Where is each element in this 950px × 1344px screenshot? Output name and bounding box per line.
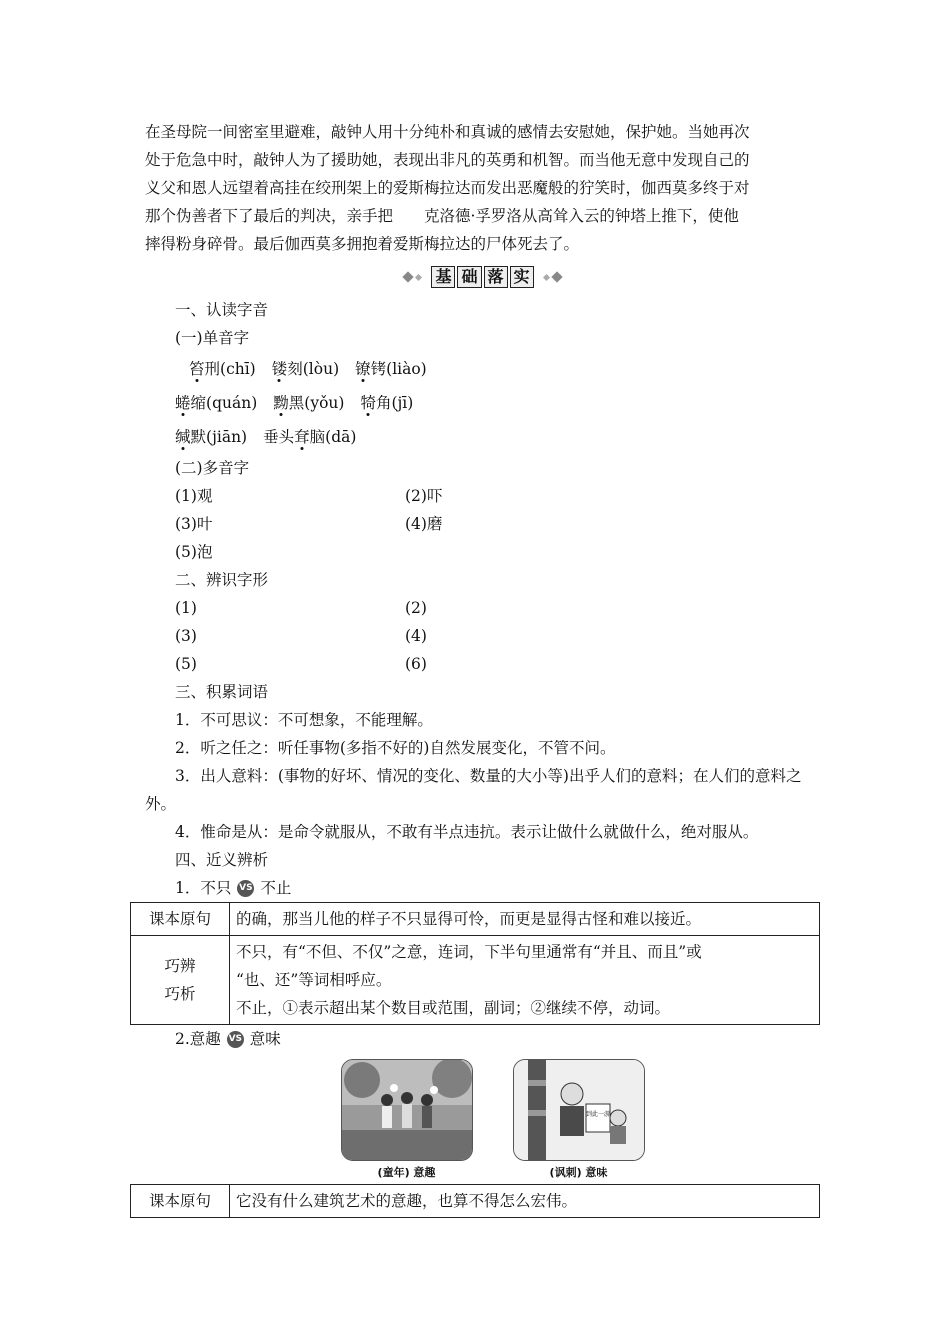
char-item: 笞刑(chī) xyxy=(189,360,256,378)
illustration xyxy=(513,1059,645,1180)
char-row xyxy=(145,386,820,420)
page-content xyxy=(145,118,820,1218)
vocab-item: 3．出人意料：(事物的好坏、情况的变化、数量的大小等)出乎人们的意料；在人们的意料之外。 xyxy=(145,767,802,813)
compare-heading: 2.意趣 VS 意味 xyxy=(175,1030,281,1048)
banner-char: 落 xyxy=(484,266,508,288)
multi-row: (3)叶 (4)磨 xyxy=(175,515,443,533)
table-label: 巧辨 巧析 xyxy=(131,936,230,1025)
table-label: 课本原句 xyxy=(131,903,230,936)
banner-title xyxy=(431,266,533,288)
section-title: 一、认读字音 xyxy=(175,301,269,319)
multi-row: (5)泡 xyxy=(175,543,213,561)
section-title: 二、辨识字形 xyxy=(175,571,269,589)
char-item: 缄默(jiān) xyxy=(175,428,248,446)
form-row: (1) (2) xyxy=(175,599,427,617)
compare-table xyxy=(130,1184,820,1218)
sign-text: 到此一游 xyxy=(585,1111,610,1118)
char-row xyxy=(145,352,820,386)
form-row: (3) (4) xyxy=(175,627,427,645)
compare-table xyxy=(130,902,820,1025)
section-banner xyxy=(145,260,820,294)
banner-char: 基 xyxy=(431,266,455,288)
section-title: 四、近义辨析 xyxy=(175,851,269,869)
illustration-caption: (讽刺) 意味 xyxy=(549,1166,608,1179)
char-item: 镂刻(lòu) xyxy=(271,360,340,378)
vs-icon: VS xyxy=(227,1031,244,1048)
vocab-item: 2．听之任之：听任事物(多指不好的)自然发展变化，不管不问。 xyxy=(175,739,616,757)
compare-heading: 1．不只 VS 不止 xyxy=(175,879,292,897)
banner-char: 实 xyxy=(510,266,534,288)
table-row xyxy=(131,936,820,1025)
form-row: (5) (6) xyxy=(175,655,427,673)
children-photo xyxy=(341,1059,473,1161)
table-cell: 的确，那当儿他的样子不只显得可怜，而更是显得古怪和难以接近。 xyxy=(230,903,820,936)
vs-icon: VS xyxy=(237,880,254,897)
intro-paragraph xyxy=(145,118,820,258)
table-cell: 不只，有“不但、不仅”之意，连词，下半句里通常有“并且、而且”或 “也、还”等词相呼应。 不止，①表示超出某个数目或范围，副词；②继续不停，动词。 xyxy=(230,936,820,1025)
intro-line: 处于危急中时，敲钟人为了援助她，表现出非凡的英勇和机智。而当他无意中发现自己的 xyxy=(145,151,750,169)
intro-line: 义父和恩人远望着高挂在绞刑架上的爱斯梅拉达而发出恶魔般的狞笑时，伽西莫多终于对 xyxy=(145,179,750,197)
intro-line: 在圣母院一间密室里避难，敲钟人用十分纯朴和真诚的感情去安慰她，保护她。当她再次 xyxy=(145,123,750,141)
diamond-left-icon xyxy=(404,273,421,281)
vocab-item: 1．不可思议：不可想象，不能理解。 xyxy=(175,711,433,729)
vocab-item: 4．惟命是从：是命令就服从，不敢有半点违抗。表示让做什么就做什么，绝对服从。 xyxy=(175,823,759,841)
subsection-title: (一)单音字 xyxy=(175,329,250,347)
section-title: 三、积累词语 xyxy=(175,683,269,701)
multi-row: (1)观 (2)吓 xyxy=(175,487,443,505)
table-label: 课本原句 xyxy=(131,1185,230,1218)
cartoon-drawing xyxy=(513,1059,645,1161)
char-row xyxy=(145,420,820,454)
table-cell: 它没有什么建筑艺术的意趣，也算不得怎么宏伟。 xyxy=(230,1185,820,1218)
illustration xyxy=(341,1059,473,1180)
char-item: 黝黑(yǒu) xyxy=(273,394,345,412)
char-item: 犄角(jī) xyxy=(360,394,414,412)
illustration-row xyxy=(165,1059,820,1180)
char-item: 垂头耷脑(dā) xyxy=(263,428,357,446)
char-item: 镣铐(liào) xyxy=(355,360,427,378)
intro-line: 那个伪善者下了最后的判决，亲手把 克洛德·孚罗洛从高耸入云的钟塔上推下，使他 xyxy=(145,207,739,225)
subsection-title: (二)多音字 xyxy=(175,459,250,477)
diamond-right-icon xyxy=(544,273,561,281)
illustration-caption: (童年) 意趣 xyxy=(377,1166,436,1179)
table-row xyxy=(131,903,820,936)
banner-char: 础 xyxy=(457,266,481,288)
intro-line: 摔得粉身碎骨。最后伽西莫多拥抱着爱斯梅拉达的尸体死去了。 xyxy=(145,235,580,253)
table-row xyxy=(131,1185,820,1218)
char-item: 蜷缩(quán) xyxy=(175,394,258,412)
